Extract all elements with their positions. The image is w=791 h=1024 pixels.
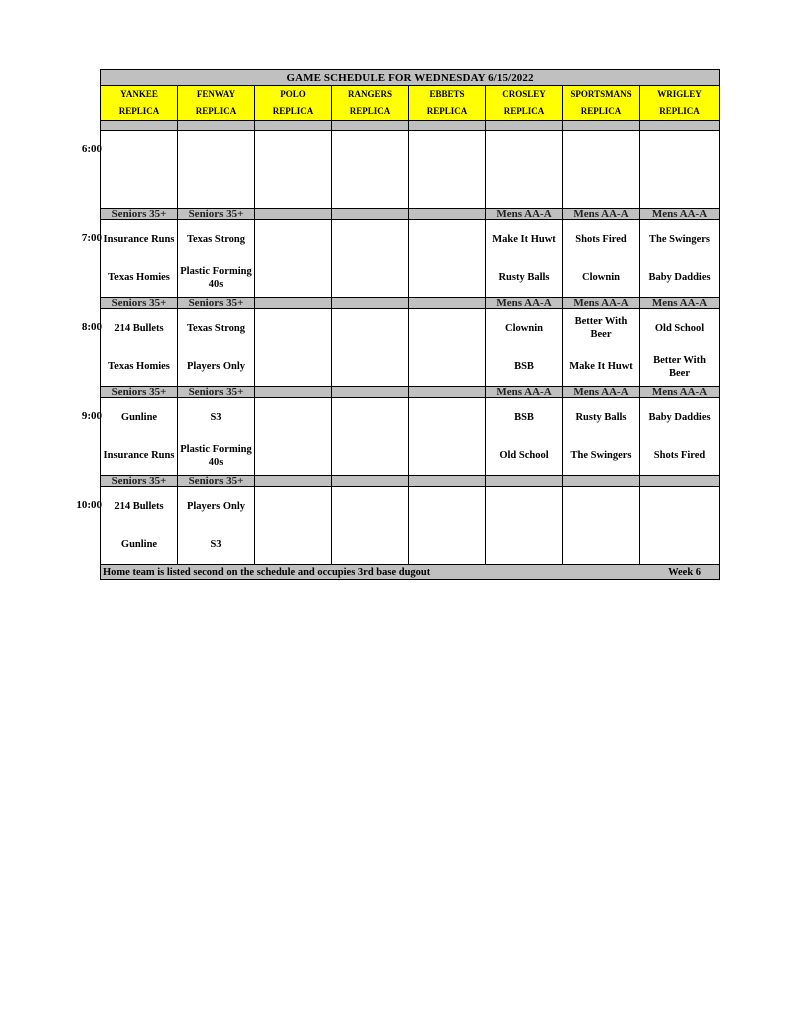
title-row [101, 70, 720, 86]
field-subtitle: REPLICA [349, 106, 391, 116]
game-cell [486, 309, 563, 387]
division-label [563, 476, 640, 487]
gap-cell [101, 121, 178, 131]
game-cell [178, 131, 255, 209]
header-gap-row [101, 121, 720, 131]
matchup [640, 131, 719, 208]
away-team: Better With Beer [574, 316, 628, 341]
game-cell [563, 309, 640, 387]
away-team: Texas Strong [186, 322, 246, 334]
game-cell [101, 487, 178, 565]
away-team: The Swingers [649, 233, 710, 245]
field-name: FENWAY [196, 89, 236, 99]
game-cell [563, 131, 640, 209]
week-label: Week 6 [668, 566, 702, 578]
home-team [563, 528, 639, 562]
division-label: Seniors 35+ [178, 387, 255, 398]
matchup [640, 220, 719, 297]
division-label [332, 298, 409, 309]
matchup [409, 220, 485, 297]
division-label: Seniors 35+ [178, 209, 255, 220]
matchup [101, 131, 177, 208]
time-slot-row [101, 131, 720, 209]
field-header-rangers [332, 86, 409, 121]
home-team [255, 261, 331, 295]
home-team [332, 528, 408, 562]
home-team: BSB [514, 361, 534, 373]
game-cell [332, 398, 409, 476]
division-label [409, 476, 486, 487]
field-header-fenway [178, 86, 255, 121]
home-team: Make It Huwt [569, 361, 633, 373]
matchup [255, 309, 331, 386]
field-name: SPORTSMANS [570, 89, 632, 99]
away-team [255, 489, 331, 523]
division-label: Seniors 35+ [101, 209, 178, 220]
matchup [178, 220, 254, 297]
time-slot-row [101, 398, 720, 476]
matchup [332, 220, 408, 297]
away-team [409, 133, 485, 167]
game-cell [255, 309, 332, 387]
field-subtitle: REPLICA [426, 106, 468, 116]
home-team [332, 261, 408, 295]
away-team: Old School [654, 322, 705, 334]
matchup [255, 131, 331, 208]
division-label [486, 476, 563, 487]
away-team: BSB [514, 411, 534, 423]
home-team: Gunline [120, 539, 158, 551]
game-cell [563, 220, 640, 298]
field-header-row [101, 86, 720, 121]
away-team [332, 133, 408, 167]
game-cell [640, 309, 720, 387]
game-cell [563, 487, 640, 565]
home-team: Texas Homies [108, 361, 170, 373]
matchup [409, 487, 485, 564]
game-cell [332, 309, 409, 387]
division-label: Mens AA-A [640, 209, 720, 220]
matchup [486, 131, 562, 208]
home-team: Clownin [582, 272, 620, 284]
game-cell [486, 398, 563, 476]
game-cell [178, 220, 255, 298]
division-label: Seniors 35+ [101, 298, 178, 309]
home-team [409, 528, 485, 562]
division-label [255, 298, 332, 309]
away-team [332, 489, 408, 523]
home-team: S3 [210, 539, 222, 551]
home-team: Rusty Balls [498, 272, 550, 284]
away-team: Players Only [186, 500, 246, 512]
division-label: Mens AA-A [486, 298, 563, 309]
gap-cell [563, 121, 640, 131]
field-subtitle: REPLICA [195, 106, 237, 116]
home-team [409, 439, 485, 473]
time-label: 10:00 [76, 499, 102, 511]
matchup [563, 487, 639, 564]
home-team [332, 439, 408, 473]
game-cell [101, 220, 178, 298]
away-team [563, 133, 639, 167]
field-header-crosley [486, 86, 563, 121]
field-name: WRIGLEY [657, 89, 702, 99]
matchup [563, 309, 639, 386]
away-team [409, 311, 485, 345]
away-team: 214 Bullets [114, 500, 164, 512]
game-cell [178, 487, 255, 565]
division-label: Seniors 35+ [178, 476, 255, 487]
time-slot-row [101, 487, 720, 565]
away-team: Clownin [505, 322, 543, 334]
away-team: Rusty Balls [575, 411, 627, 423]
home-team [563, 172, 639, 206]
away-team: Texas Strong [186, 233, 246, 245]
time-label: 6:00 [81, 143, 102, 155]
division-label: Mens AA-A [563, 298, 640, 309]
home-team [255, 439, 331, 473]
game-cell [486, 131, 563, 209]
home-team: Plastic Forming 40s [180, 265, 252, 290]
game-cell [409, 220, 486, 298]
home-team [486, 528, 562, 562]
field-name: CROSLEY [502, 89, 546, 99]
home-team: Players Only [186, 361, 246, 373]
matchup [563, 220, 639, 297]
game-cell [640, 131, 720, 209]
game-cell [255, 398, 332, 476]
time-label: 9:00 [81, 410, 102, 422]
away-team: S3 [210, 411, 222, 423]
matchup [101, 309, 177, 386]
matchup [101, 220, 177, 297]
division-label: Mens AA-A [486, 387, 563, 398]
game-cell [409, 309, 486, 387]
home-team [640, 172, 719, 206]
division-label: Seniors 35+ [101, 387, 178, 398]
matchup [409, 309, 485, 386]
home-team: The Swingers [570, 450, 632, 462]
matchup [255, 220, 331, 297]
home-team: Plastic Forming 40s [180, 443, 252, 468]
home-team [255, 528, 331, 562]
home-team [332, 172, 408, 206]
division-row [101, 387, 720, 398]
division-label [332, 209, 409, 220]
field-header-wrigley [640, 86, 720, 121]
game-cell [178, 309, 255, 387]
field-subtitle: REPLICA [272, 106, 314, 116]
matchup [640, 487, 719, 564]
game-cell [101, 398, 178, 476]
away-team [486, 489, 562, 523]
away-team: Insurance Runs [103, 233, 175, 245]
game-cell [255, 220, 332, 298]
schedule-table [100, 69, 720, 580]
home-team: Shots Fired [653, 450, 706, 462]
matchup [178, 487, 254, 564]
away-team [409, 400, 485, 434]
division-label: Mens AA-A [640, 387, 720, 398]
home-team [255, 350, 331, 384]
home-team [486, 172, 562, 206]
away-team [409, 222, 485, 256]
division-label: Mens AA-A [486, 209, 563, 220]
game-cell [409, 131, 486, 209]
division-label [409, 298, 486, 309]
matchup [409, 131, 485, 208]
matchup [563, 398, 639, 475]
matchup [563, 131, 639, 208]
division-label [409, 209, 486, 220]
home-team: Better With Beer [653, 354, 706, 379]
time-label: 8:00 [81, 321, 102, 333]
matchup [486, 220, 562, 297]
away-team [563, 489, 639, 523]
footer-row [101, 565, 720, 580]
home-team [255, 172, 331, 206]
away-team [255, 133, 331, 167]
home-team [101, 172, 177, 206]
matchup [332, 398, 408, 475]
division-label [255, 387, 332, 398]
matchup [486, 487, 562, 564]
division-label [409, 387, 486, 398]
time-slot-row [101, 309, 720, 387]
away-team [332, 311, 408, 345]
matchup [255, 487, 331, 564]
matchup [640, 309, 719, 386]
away-team [255, 311, 331, 345]
gap-cell [332, 121, 409, 131]
division-label: Mens AA-A [563, 387, 640, 398]
game-cell [255, 131, 332, 209]
game-cell [332, 487, 409, 565]
away-team: Baby Daddies [648, 411, 711, 423]
time-label: 7:00 [81, 232, 102, 244]
footer-cell [101, 565, 720, 580]
game-cell [101, 309, 178, 387]
game-cell [332, 220, 409, 298]
away-team [640, 133, 719, 167]
home-team [409, 172, 485, 206]
matchup [332, 487, 408, 564]
division-label: Seniors 35+ [101, 476, 178, 487]
division-label [255, 209, 332, 220]
division-row [101, 298, 720, 309]
schedule-title: GAME SCHEDULE FOR WEDNESDAY 6/15/2022 [101, 70, 720, 86]
matchup [486, 309, 562, 386]
home-team: Texas Homies [108, 272, 170, 284]
away-team: Shots Fired [575, 233, 627, 245]
away-team [101, 133, 177, 167]
matchup [178, 309, 254, 386]
game-cell [255, 487, 332, 565]
game-cell [486, 487, 563, 565]
matchup [101, 398, 177, 475]
field-header-polo [255, 86, 332, 121]
game-cell [640, 220, 720, 298]
field-subtitle: REPLICA [659, 106, 700, 116]
field-subtitle: REPLICA [503, 106, 545, 116]
gap-cell [409, 121, 486, 131]
matchup [101, 487, 177, 564]
away-team: Gunline [120, 411, 158, 423]
game-cell [563, 398, 640, 476]
away-team [332, 222, 408, 256]
division-label: Seniors 35+ [178, 298, 255, 309]
division-label [332, 387, 409, 398]
field-name: POLO [280, 89, 306, 99]
gap-cell [178, 121, 255, 131]
away-team [409, 489, 485, 523]
away-team: Make It Huwt [492, 233, 556, 245]
time-slot-row [101, 220, 720, 298]
away-team [332, 400, 408, 434]
matchup [486, 398, 562, 475]
division-row [101, 209, 720, 220]
game-cell [101, 131, 178, 209]
home-team: Old School [499, 450, 549, 462]
field-subtitle: REPLICA [118, 106, 160, 116]
gap-cell [255, 121, 332, 131]
field-header-ebbets [409, 86, 486, 121]
gap-cell [640, 121, 720, 131]
game-cell [486, 220, 563, 298]
game-cell [332, 131, 409, 209]
gap-cell [486, 121, 563, 131]
matchup [332, 309, 408, 386]
home-team [332, 350, 408, 384]
home-team [409, 350, 485, 384]
division-label: Mens AA-A [563, 209, 640, 220]
away-team [486, 133, 562, 167]
division-label [255, 476, 332, 487]
away-team [255, 400, 331, 434]
away-team [640, 489, 719, 523]
field-name: EBBETS [429, 89, 465, 99]
division-label [640, 476, 720, 487]
field-header-sportsmans [563, 86, 640, 121]
home-team [409, 261, 485, 295]
matchup [178, 131, 254, 208]
game-cell [640, 398, 720, 476]
away-team [178, 133, 254, 167]
matchup [255, 398, 331, 475]
home-team-note: Home team is listed second on the schedule and occupies 3rd base dugout [103, 566, 431, 578]
field-name: YANKEE [120, 89, 158, 99]
game-cell [640, 487, 720, 565]
field-name: RANGERS [347, 89, 392, 99]
home-team: Insurance Runs [103, 450, 175, 462]
game-cell [409, 487, 486, 565]
matchup [332, 131, 408, 208]
away-team: 214 Bullets [114, 322, 164, 334]
home-team [640, 528, 719, 562]
field-subtitle: REPLICA [580, 106, 622, 116]
matchup [409, 398, 485, 475]
division-label [332, 476, 409, 487]
home-team [178, 172, 254, 206]
game-cell [178, 398, 255, 476]
field-header-yankee [101, 86, 178, 121]
division-label: Mens AA-A [640, 298, 720, 309]
matchup [640, 398, 719, 475]
division-row [101, 476, 720, 487]
matchup [178, 398, 254, 475]
away-team [255, 222, 331, 256]
home-team: Baby Daddies [648, 272, 711, 284]
game-cell [409, 398, 486, 476]
